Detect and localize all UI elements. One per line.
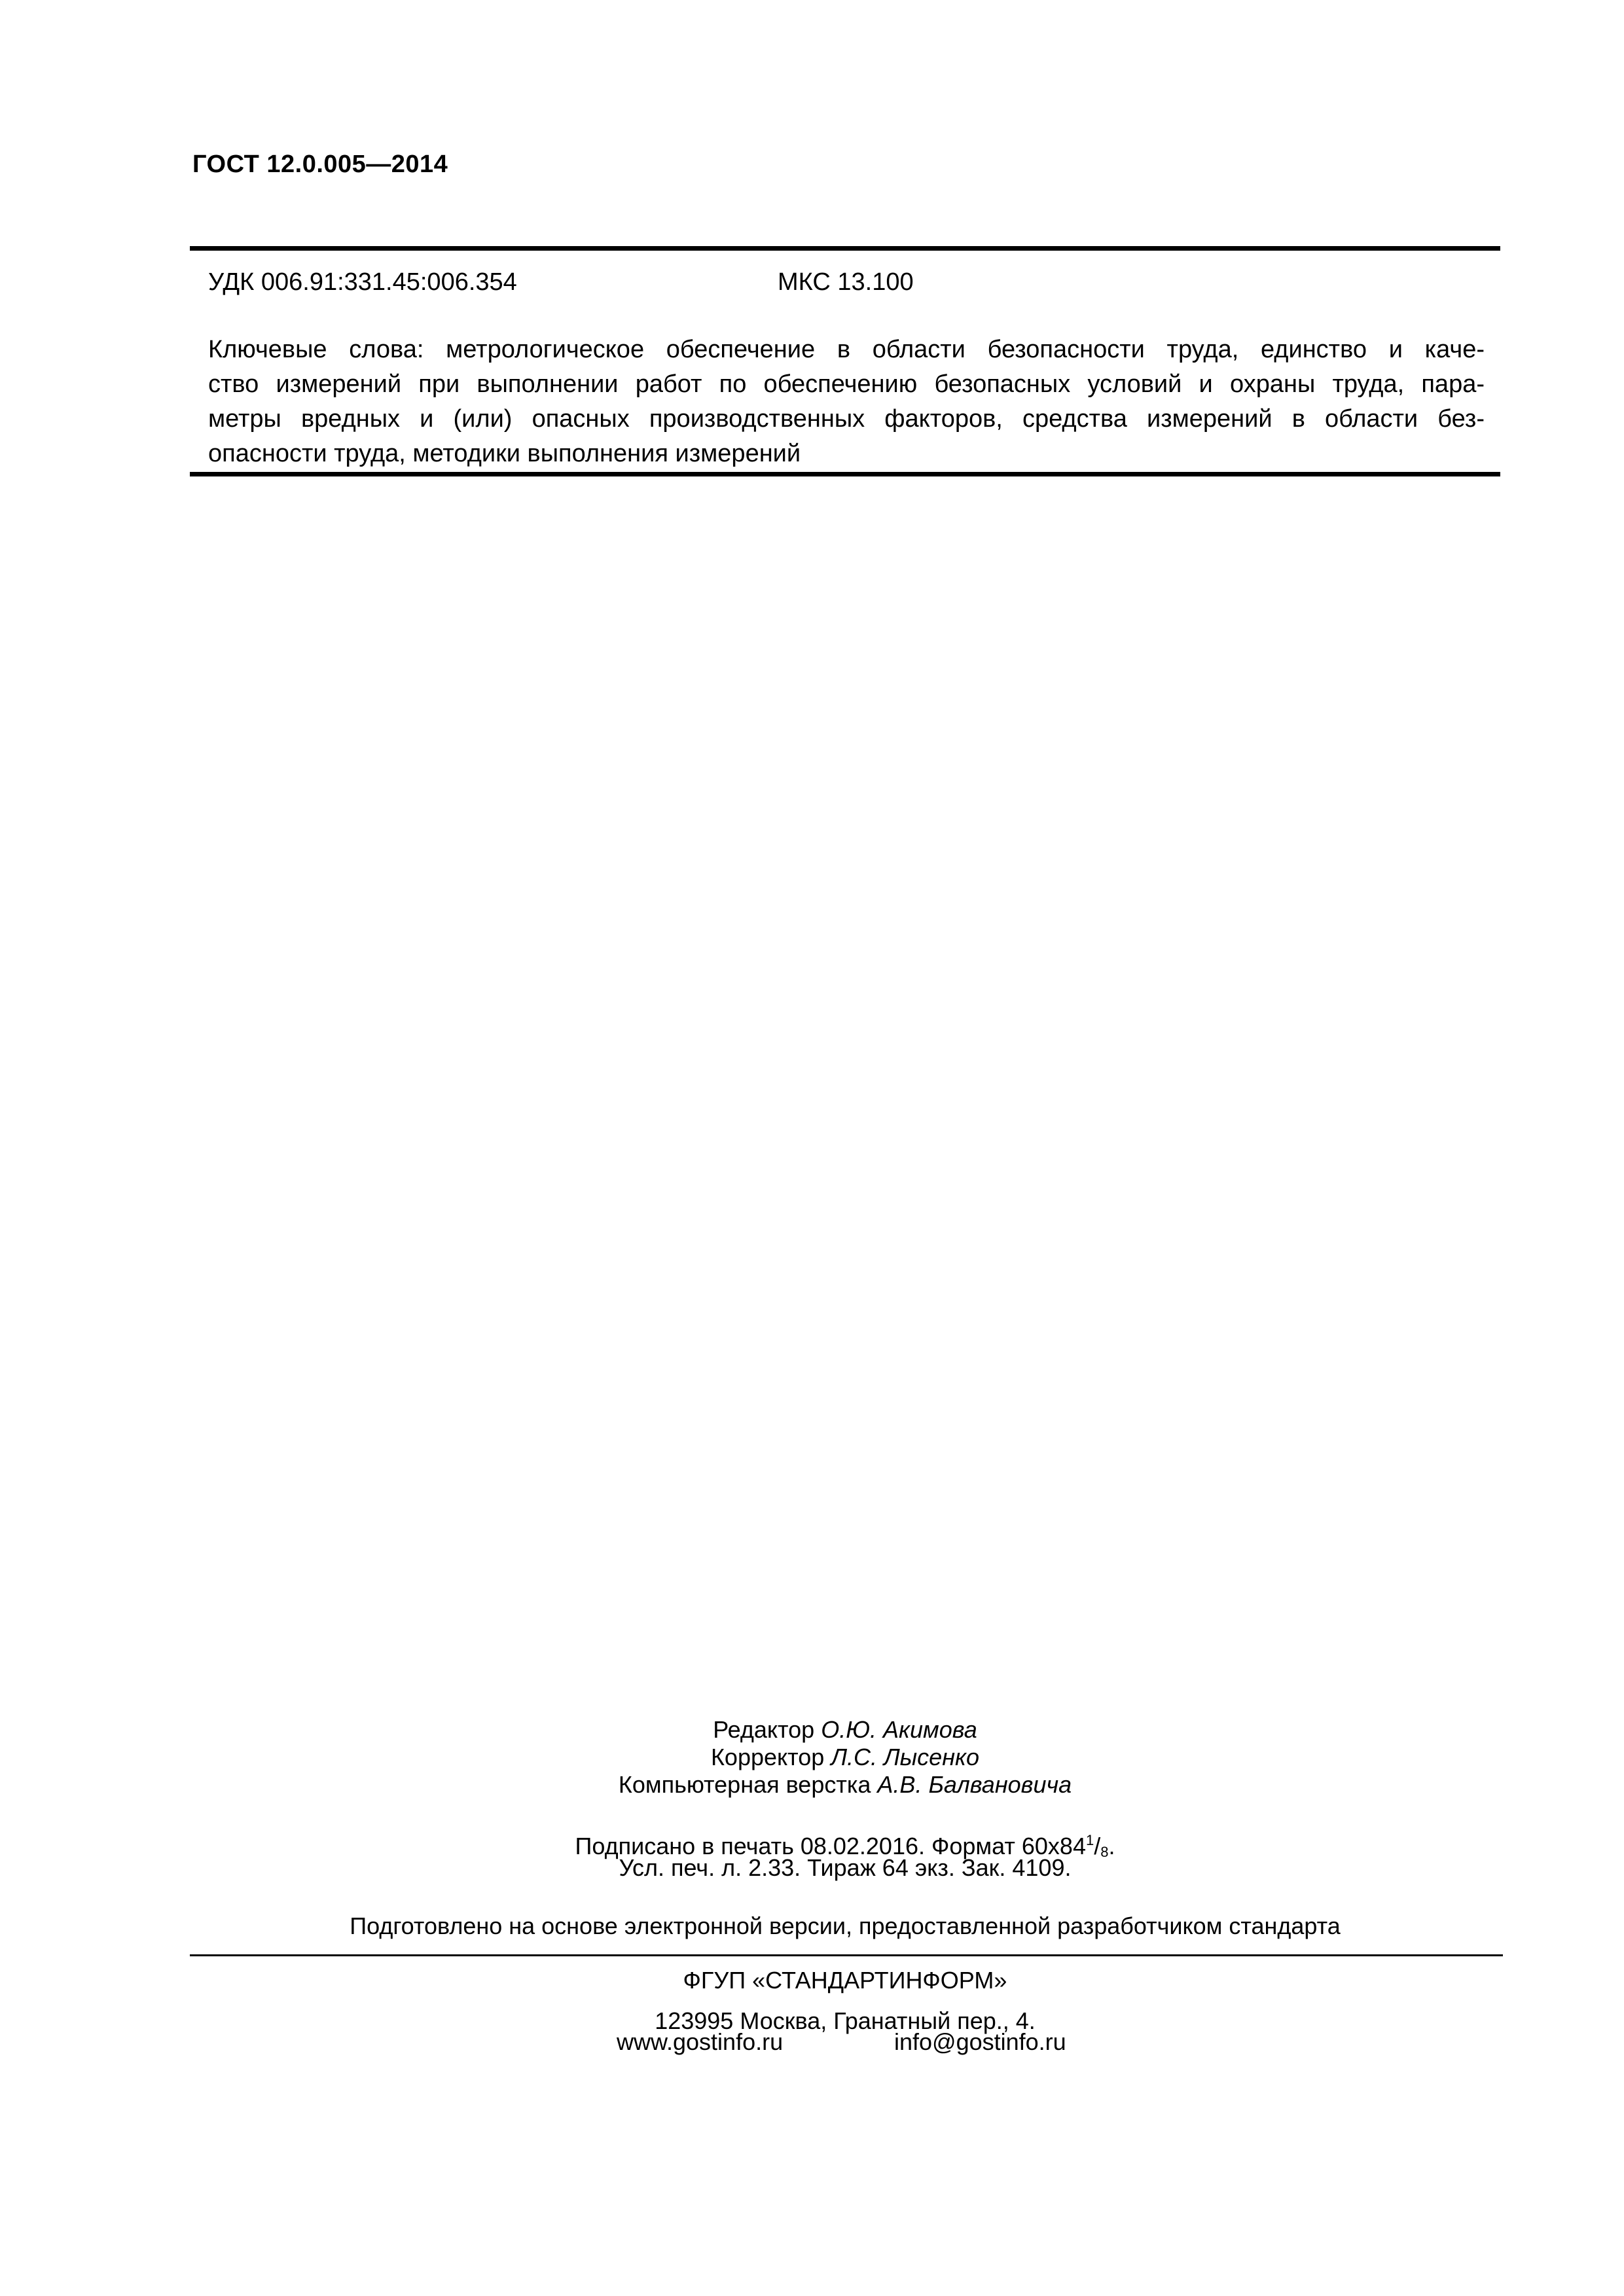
layout-line [190, 1771, 1500, 1799]
website-link[interactable]: www.gostinfo.ru [617, 2028, 784, 2055]
keywords-line: опасности труда, методики выполнения измерений [208, 440, 801, 467]
editor-name: О.Ю. Акимова [821, 1716, 977, 1743]
publisher-divider [190, 1954, 1503, 1956]
format-end: . [1108, 1833, 1115, 1859]
udk-code: УДК 006.91:331.45:006.354 [208, 268, 517, 296]
publisher-address: 123995 Москва, Гранатный пер., 4. [655, 2007, 1036, 2034]
email-link[interactable]: info@gostinfo.ru [894, 2028, 1066, 2055]
keywords-line: Ключевые слова: метрологическое обеспечение в области безопасности труда, единство и каче- [208, 336, 1485, 363]
format-superscript: 1 [1085, 1832, 1094, 1848]
keywords-line: метры вредных и (или) опасных производственных факторов, средства измерений в области без- [208, 405, 1485, 433]
corrector-line [190, 1744, 1500, 1771]
signed-text: Подписано в печать 08.02.2016. Формат 60х84 [575, 1833, 1086, 1859]
layout-name: А.В. Балвановича [877, 1771, 1072, 1798]
format-subscript: 8 [1100, 1844, 1109, 1860]
corrector-label: Корректор [710, 1744, 825, 1770]
editor-line [190, 1716, 1500, 1744]
keywords-line: ство измерений при выполнении работ по обеспечению безопасных условий и охраны труда, пара- [208, 370, 1485, 398]
editor-label: Редактор [713, 1716, 815, 1743]
corrector-name: Л.С. Лысенко [831, 1744, 980, 1770]
prepared-note: Подготовлено на основе электронной версии, предоставленной разработчиком стандарта [350, 1912, 1341, 1939]
format-separator: / [1094, 1833, 1101, 1859]
bottom-divider [190, 472, 1500, 476]
standard-number: ГОСТ 12.0.005—2014 [192, 151, 448, 178]
layout-label: Компьютерная верстка [618, 1771, 871, 1798]
print-info: Усл. печ. л. 2.33. Тираж 64 экз. Зак. 4109. [619, 1854, 1072, 1881]
top-divider [190, 246, 1500, 251]
keywords-paragraph [208, 332, 1485, 471]
publisher-name: ФГУП «СТАНДАРТИНФОРМ» [683, 1967, 1007, 1994]
mks-code: МКС 13.100 [778, 268, 914, 296]
